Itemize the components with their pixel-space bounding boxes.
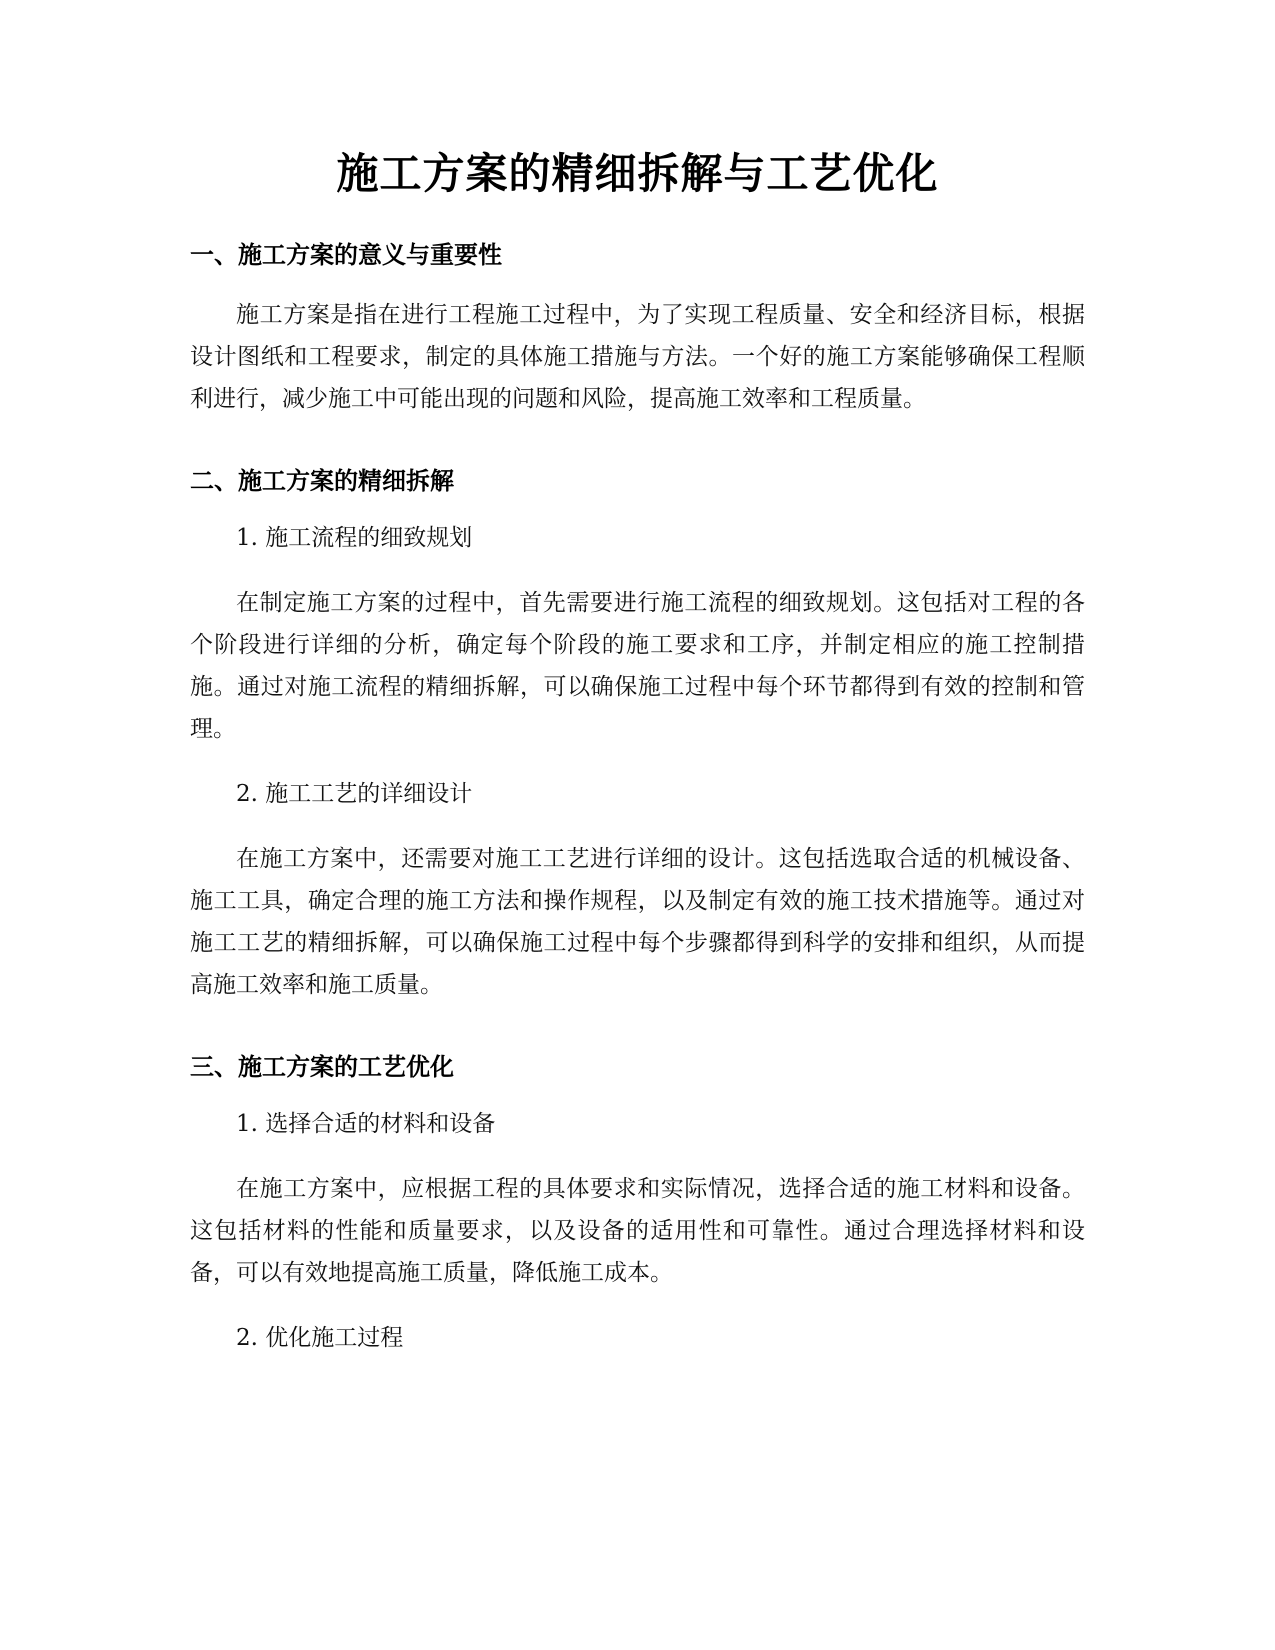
document-title: 施工方案的精细拆解与工艺优化 (336, 149, 939, 198)
subsection-2-2-heading: 2. 施工工艺的详细设计 (236, 781, 473, 807)
subsection-2-1-heading: 1. 施工流程的细致规划 (236, 525, 473, 551)
subsection-2-2-paragraph: 在施工方案中，还需要对施工工艺进行详细的设计。这包括选取合适的机械设备、施工工具，确定合理的施工方法和操作规程，以及制定有效的施工技术措施等。通过对施工工艺的精细拆解，可以确保施工过程中每个步骤都得到科学的安排和组织，从而提高施工效率和施工质量。 (190, 846, 1085, 998)
section-heading-2: 二、施工方案的精细拆解 (190, 467, 454, 495)
subsection-2-1-paragraph: 在制定施工方案的过程中，首先需要进行施工流程的细致规划。这包括对工程的各个阶段进行详细的分析，确定每个阶段的施工要求和工序，并制定相应的施工控制措施。通过对施工流程的精细拆解，可以确保施工过程中每个环节都得到有效的控制和管理。 (190, 590, 1085, 742)
section-heading-3: 三、施工方案的工艺优化 (190, 1053, 454, 1081)
subsection-3-2-heading: 2. 优化施工过程 (236, 1325, 404, 1351)
section-heading-1: 一、施工方案的意义与重要性 (190, 241, 502, 269)
subsection-3-1-heading: 1. 选择合适的材料和设备 (236, 1111, 496, 1137)
subsection-3-1-paragraph: 在施工方案中，应根据工程的具体要求和实际情况，选择合适的施工材料和设备。这包括材料的性能和质量要求，以及设备的适用性和可靠性。通过合理选择材料和设备，可以有效地提高施工质量，降低施工成本。 (190, 1176, 1085, 1286)
document-body (190, 146, 1085, 1356)
section-1-paragraph: 施工方案是指在进行工程施工过程中，为了实现工程质量、安全和经济目标，根据设计图纸和工程要求，制定的具体施工措施与方法。一个好的施工方案能够确保工程顺利进行，减少施工中可能出现的问题和风险，提高施工效率和工程质量。 (190, 302, 1085, 412)
